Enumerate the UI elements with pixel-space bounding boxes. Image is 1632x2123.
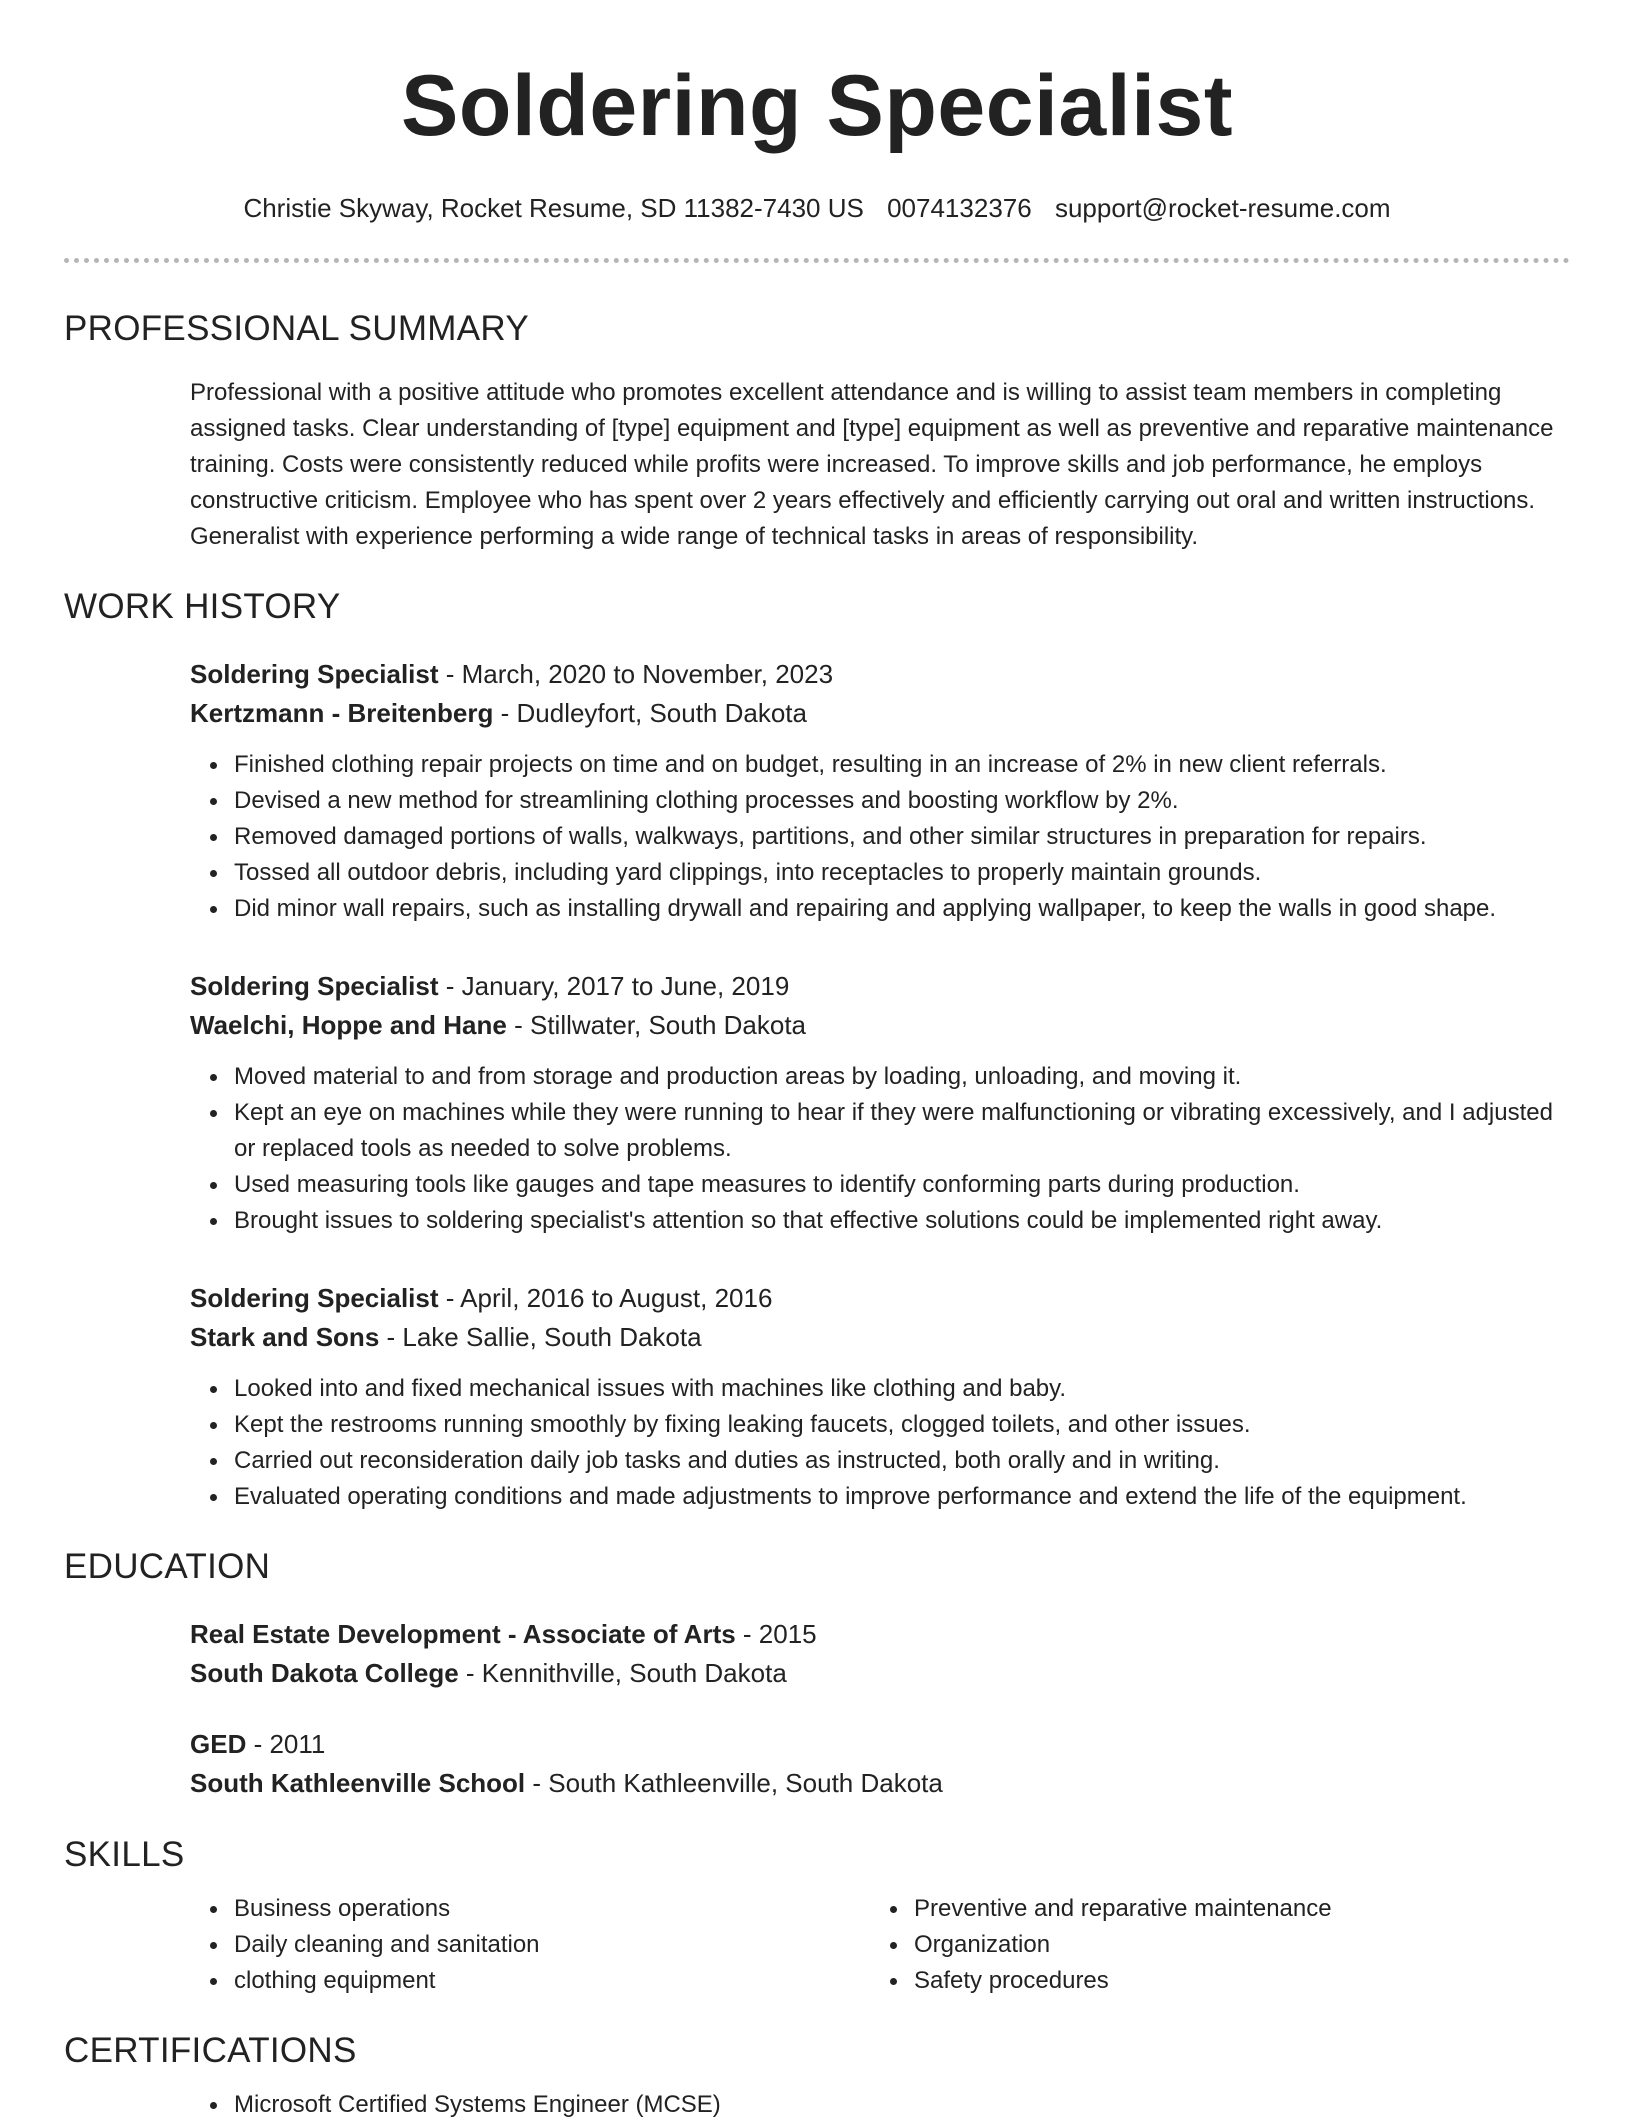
job-duties <box>190 747 1570 927</box>
contact-address: Christie Skyway, Rocket Resume, SD 11382-7430 US <box>243 193 864 223</box>
job-duties <box>190 1059 1570 1239</box>
education-location: - Kennithville, South Dakota <box>458 1658 787 1688</box>
skill-item: Safety procedures <box>914 1963 1550 1999</box>
job-company-line <box>190 694 1570 733</box>
education-entry <box>190 1725 1570 1803</box>
work-history-heading: WORK HISTORY <box>64 587 341 626</box>
job-title: Soldering Specialist <box>190 1283 439 1313</box>
job-title-line <box>190 967 1570 1006</box>
skill-item: Business operations <box>234 1891 870 1927</box>
job-title-line <box>190 1279 1570 1318</box>
education-degree-line <box>190 1615 1570 1654</box>
job-location: - Dudleyfort, South Dakota <box>493 698 807 728</box>
resume-title: Soldering Specialist <box>401 58 1233 154</box>
job-title: Soldering Specialist <box>190 971 439 1001</box>
job-duty: Kept an eye on machines while they were running to hear if they were malfunctioning or vibrating excessively, and I adjusted or replaced tools as needed to solve problems. <box>234 1095 1570 1167</box>
job-duty: Brought issues to soldering specialist's attention so that effective solutions could be implemented right away. <box>234 1203 1570 1239</box>
education-school-line <box>190 1764 1570 1803</box>
job-entry <box>190 1279 1570 1515</box>
skills-list <box>870 1891 1550 1999</box>
skills-grid <box>64 1891 1570 1999</box>
skill-item: Organization <box>914 1927 1550 1963</box>
education-entry <box>190 1615 1570 1693</box>
work-history-list <box>64 655 1570 1515</box>
job-duty: Carried out reconsideration daily job tasks and duties as instructed, both orally and in writing. <box>234 1443 1570 1479</box>
job-duty: Moved material to and from storage and production areas by loading, unloading, and moving it. <box>234 1059 1570 1095</box>
skill-item: clothing equipment <box>234 1963 870 1999</box>
skills-list <box>190 1891 870 1999</box>
education-list <box>64 1615 1570 1803</box>
job-location: - Lake Sallie, South Dakota <box>379 1322 702 1352</box>
education-degree: Real Estate Development - Associate of Arts <box>190 1619 736 1649</box>
job-dates: - April, 2016 to August, 2016 <box>438 1283 773 1313</box>
job-location: - Stillwater, South Dakota <box>506 1010 807 1040</box>
job-duty: Evaluated operating conditions and made adjustments to improve performance and extend the life of the equipment. <box>234 1479 1570 1515</box>
job-duty: Looked into and fixed mechanical issues with machines like clothing and baby. <box>234 1371 1570 1407</box>
job-duty: Finished clothing repair projects on time and on budget, resulting in an increase of 2% in new client referrals. <box>234 747 1570 783</box>
skill-item: Preventive and reparative maintenance <box>914 1891 1550 1927</box>
summary-heading: PROFESSIONAL SUMMARY <box>64 309 529 348</box>
education-location: - South Kathleenville, South Dakota <box>525 1768 943 1798</box>
job-entry <box>190 967 1570 1239</box>
job-duty: Kept the restrooms running smoothly by fixing leaking faucets, clogged toilets, and other issues. <box>234 1407 1570 1443</box>
job-entry <box>190 655 1570 927</box>
job-title-line <box>190 655 1570 694</box>
summary-text: Professional with a positive attitude who promotes excellent attendance and is willing to assist team members in completing assigned tasks. Clear understanding of [type] equipment and [type] equipment as well as preventive and reparative maintenance training. Costs were consistently reduced while profits were increased. To improve skills and job performance, he employs constructive criticism. Employee who has spent over 2 years effectively and efficiently carrying out oral and written instructions. Generalist with experience performing a wide range of technical tasks in areas of responsibility. <box>190 379 1554 550</box>
job-duty: Tossed all outdoor debris, including yard clippings, into receptacles to properly maintain grounds. <box>234 855 1570 891</box>
education-degree-line <box>190 1725 1570 1764</box>
job-dates: - March, 2020 to November, 2023 <box>438 659 834 689</box>
header-divider <box>64 258 1570 263</box>
education-heading: EDUCATION <box>64 1547 271 1586</box>
education-year: - 2015 <box>735 1619 817 1649</box>
skill-item: Daily cleaning and sanitation <box>234 1927 870 1963</box>
job-duty: Devised a new method for streamlining clothing processes and boosting workflow by 2%. <box>234 783 1570 819</box>
education-degree: GED <box>190 1729 247 1759</box>
skills-heading: SKILLS <box>64 1835 185 1874</box>
job-company: Waelchi, Hoppe and Hane <box>190 1010 507 1040</box>
contact-phone: 0074132376 <box>887 193 1032 223</box>
education-school-line <box>190 1654 1570 1693</box>
certifications-list <box>64 2087 1570 2123</box>
contact-line <box>64 192 1570 224</box>
job-duty: Did minor wall repairs, such as installing drywall and repairing and applying wallpaper, to keep the walls in good shape. <box>234 891 1570 927</box>
job-duty: Used measuring tools like gauges and tape measures to identify conforming parts during production. <box>234 1167 1570 1203</box>
job-duty: Removed damaged portions of walls, walkways, partitions, and other similar structures in preparation for repairs. <box>234 819 1570 855</box>
contact-email: support@rocket-resume.com <box>1054 193 1391 223</box>
job-dates: - January, 2017 to June, 2019 <box>438 971 790 1001</box>
job-company-line <box>190 1006 1570 1045</box>
education-year: - 2011 <box>246 1729 326 1759</box>
certifications-items <box>190 2087 1570 2123</box>
certification-item: Microsoft Certified Systems Engineer (MCSE) <box>234 2087 1570 2123</box>
job-company-line <box>190 1318 1570 1357</box>
skills-column-right <box>870 1891 1550 1999</box>
skills-column-left <box>190 1891 870 1999</box>
education-school: South Dakota College <box>190 1658 459 1688</box>
job-duties <box>190 1371 1570 1515</box>
job-company: Kertzmann - Breitenberg <box>190 698 494 728</box>
education-school: South Kathleenville School <box>190 1768 526 1798</box>
job-company: Stark and Sons <box>190 1322 380 1352</box>
job-title: Soldering Specialist <box>190 659 439 689</box>
certifications-heading: CERTIFICATIONS <box>64 2031 357 2070</box>
